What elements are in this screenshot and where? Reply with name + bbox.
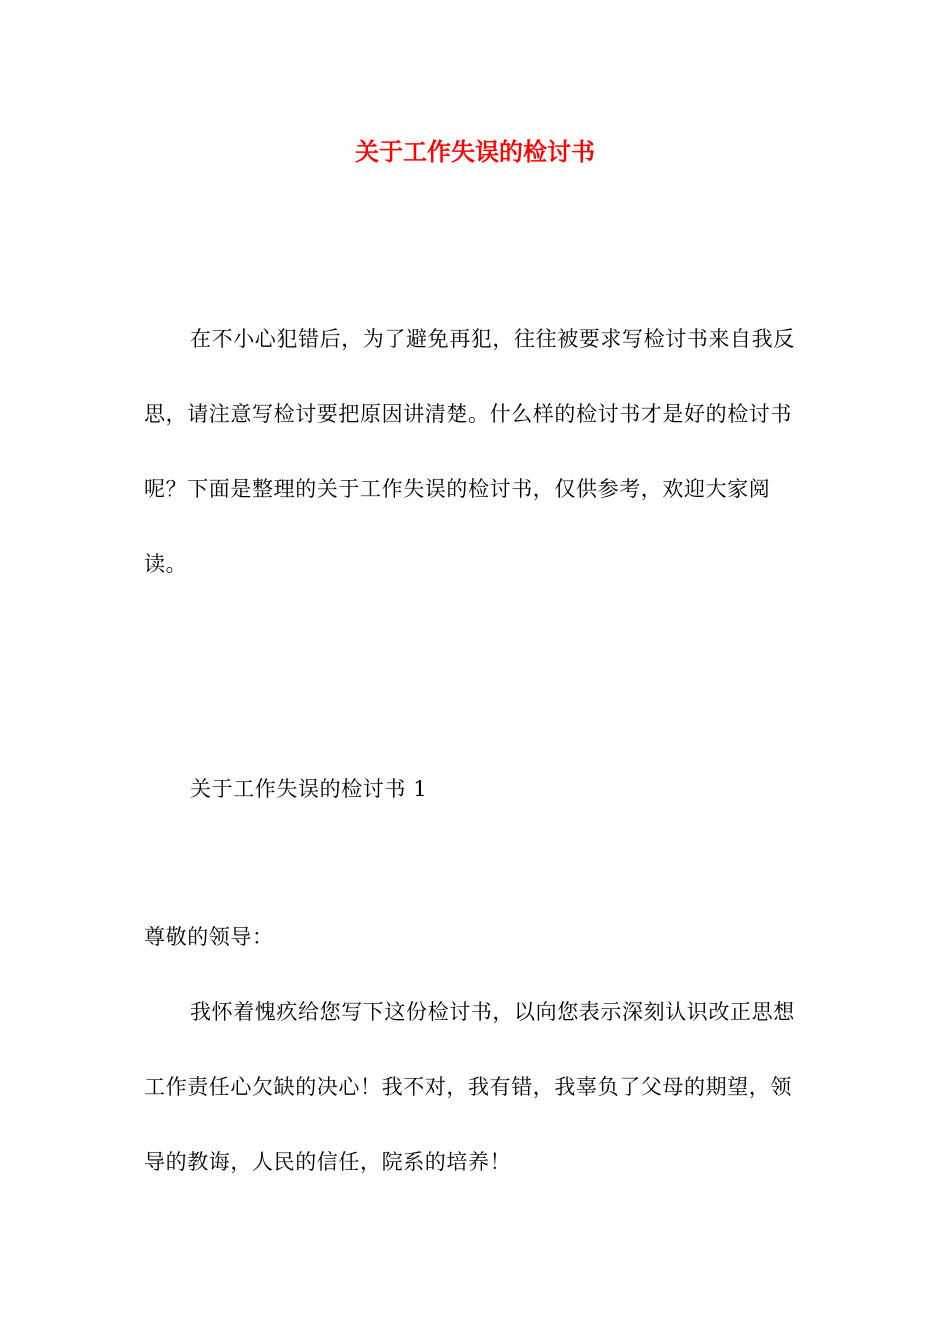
body-paragraph: 我怀着愧疚给您写下这份检讨书，以向您表示深刻认识改正思想工作责任心欠缺的决心！我不对，我有错，我辜负了父母的期望，领导的教诲，人民的信任，院系的培养！ — [144, 1000, 795, 1174]
section-title: 关于工作失误的检讨书 1 — [190, 777, 428, 801]
document-title: 关于工作失误的检讨书 — [355, 137, 595, 166]
salutation: 尊敬的领导： — [144, 925, 274, 949]
intro-paragraph: 在不小心犯错后，为了避免再犯，往往被要求写检讨书来自我反思，请注意写检讨要把原因讲清楚。什么样的检讨书才是好的检讨书呢？下面是整理的关于工作失误的检讨书，仅供参考，欢迎大家阅读。 — [144, 327, 795, 576]
